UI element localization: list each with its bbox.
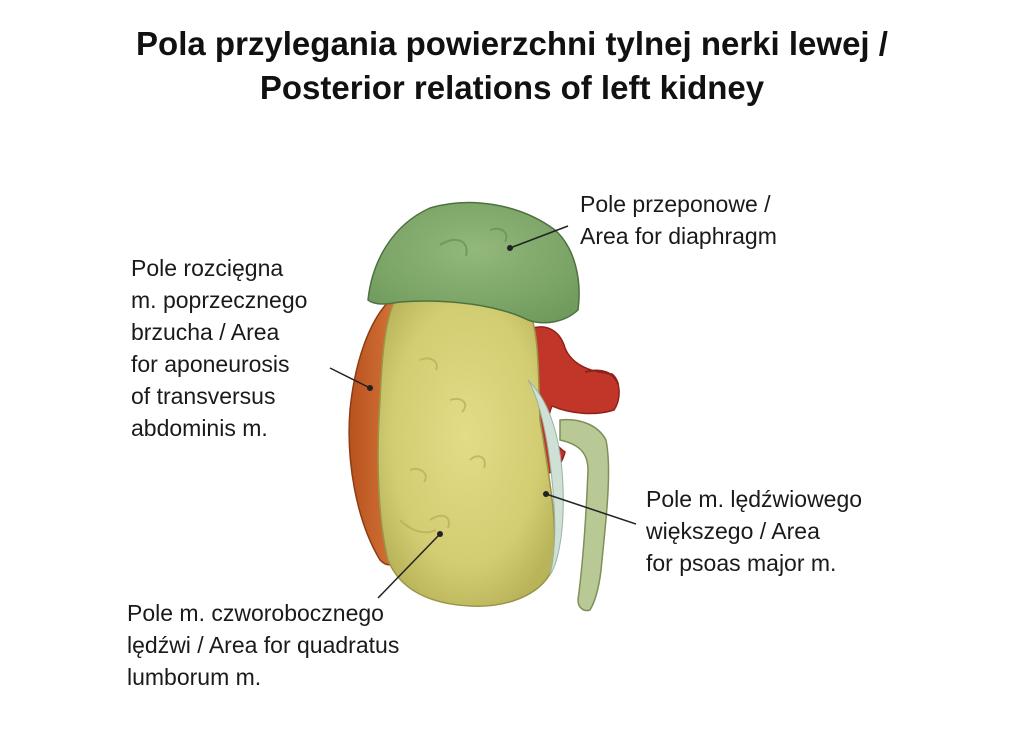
label-line: większego / Area xyxy=(646,518,820,544)
label-line: Pole m. czworobocznego xyxy=(127,600,384,626)
label-transversus-area xyxy=(131,252,307,444)
pointer-dot-quadratus xyxy=(437,531,443,537)
label-line: for psoas major m. xyxy=(646,550,837,576)
label-line: Pole przeponowe / xyxy=(580,191,771,217)
label-line: for aponeurosis xyxy=(131,351,290,377)
pointer-dot-transversus xyxy=(367,385,373,391)
label-line: lumborum m. xyxy=(127,664,262,690)
quadratus-area xyxy=(378,296,555,606)
label-line: Pole m. lędźwiowego xyxy=(646,486,863,512)
title-line-1: Pola przylegania powierzchni tylnej nerki lewej / xyxy=(136,25,888,62)
label-line: lędźwi / Area for quadratus xyxy=(127,632,400,658)
pointer-dot-diaphragm xyxy=(507,245,513,251)
label-line: Area for diaphragm xyxy=(580,223,777,249)
label-psoas-area xyxy=(646,483,862,579)
pointer-dot-psoas xyxy=(543,491,549,497)
label-line: brzucha / Area xyxy=(131,319,280,345)
title-line-2: Posterior relations of left kidney xyxy=(259,69,765,106)
label-line: abdominis m. xyxy=(131,415,268,441)
label-line: m. poprzecznego xyxy=(131,287,308,313)
ureter xyxy=(560,420,609,611)
label-diaphragm-area xyxy=(580,188,777,252)
label-line: Pole rozcięgna xyxy=(131,255,284,281)
label-line: of transversus xyxy=(131,383,276,409)
label-quadratus-area xyxy=(127,597,399,693)
